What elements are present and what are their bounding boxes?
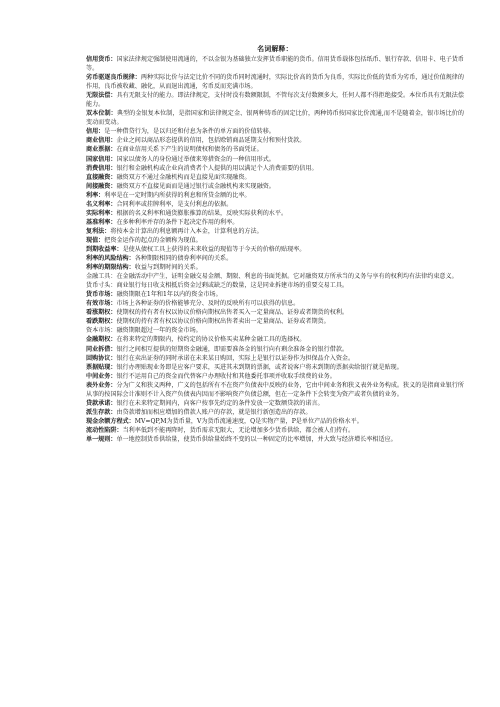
glossary-definition: 银行在未来特定期间内，向客户按事先约定的条件发放一定数额贷款的诺言。	[116, 399, 324, 407]
glossary-entry	[86, 372, 464, 381]
glossary-entry	[86, 109, 464, 127]
glossary-term: 流动性陷阱：	[86, 426, 123, 434]
glossary-term: 商业票据：	[86, 146, 117, 154]
glossary-entry	[86, 182, 464, 191]
glossary-term: 表外业务：	[86, 381, 117, 389]
glossary-definition: 使期权的持有者有权以协议价格向期权出售者买入一定量商品、证券或者期货的权利。	[116, 309, 349, 317]
glossary-entry	[86, 245, 464, 254]
glossary-term: 消费信用：	[86, 164, 117, 172]
glossary-definition: 银行和金融机构或企业向消费者个人提供的用以满足个人消费需要的信用。	[116, 164, 318, 172]
glossary-definition: 融资期限在1年和1年以内的资金市场。	[116, 291, 222, 299]
glossary-definition: 是一种借贷行为，是以归还和付息为条件的单方面的价值转移。	[104, 128, 275, 136]
glossary-definition: 国家法律规定强制使用流通的，不以金银为基础独立发挥货币职能的货币。信用货币载体包括纸币、银行存款、信用卡、电子货币等。	[86, 56, 464, 73]
glossary-definition: 由贷款增加而相应增加的借款人账户的存款，就是银行新创造出的存款。	[116, 408, 312, 416]
glossary-entry	[86, 91, 464, 109]
glossary-term: 实际利率：	[86, 209, 117, 217]
glossary-entry	[86, 173, 464, 182]
glossary-definition: 典型的金银复本位制，是指国家和法律规定金、银两种铸币的固定比价，两种铸币按国家比价流通,而不是随着金，银市场比价的变动而变动。	[86, 110, 465, 127]
glossary-entry	[86, 164, 464, 173]
glossary-term: 直接融资：	[86, 173, 117, 181]
glossary-definition: 将按本金计算出的利息额再计入本金，计算利息的方法。	[110, 227, 263, 235]
glossary-term: 现金余额方程式：	[86, 417, 135, 425]
glossary-term: 信用：	[86, 128, 105, 136]
glossary-definition: 在多种利率并存的条件下起决定作用的利率。	[116, 218, 239, 226]
glossary-entry	[86, 435, 464, 444]
glossary-term: 双本位制：	[86, 110, 117, 118]
glossary-term: 派生存款：	[86, 408, 117, 416]
glossary-definition: 当利率低到不能再降时，货币需求无限大，无论增加多少货币供给，都会被人们持有。	[122, 426, 355, 434]
glossary-definition: 利率是在一定时期内所获得的利息和所贷金额的比率。	[104, 191, 251, 199]
glossary-entry	[86, 55, 464, 73]
glossary-definition: 使期权的持有者有权以协议价格向期权出售者卖出一定量商品、证券或者期货。	[116, 318, 330, 326]
glossary-term: 利率的风险结构：	[86, 255, 135, 263]
glossary-term: 复利法：	[86, 227, 111, 235]
glossary-entry	[86, 200, 464, 209]
glossary-entry	[86, 155, 464, 164]
glossary-entry	[86, 145, 464, 154]
glossary-entry	[86, 227, 464, 236]
glossary-term: 间接融资：	[86, 182, 117, 190]
glossary-entry	[86, 326, 464, 335]
glossary-definition: 是使从债权工具上获得的未来收益的现值等于今天的价格的贴现率。	[122, 245, 306, 253]
glossary-entry	[86, 308, 464, 317]
glossary-entry	[86, 381, 464, 399]
glossary-entry	[86, 426, 464, 435]
glossary-entry	[86, 408, 464, 417]
glossary-definition: 收益与到期时间的关系。	[134, 264, 202, 272]
glossary-entry	[86, 127, 464, 136]
glossary-term: 回购协议：	[86, 354, 117, 362]
glossary-definition: 把资金运作的起点的金额称为现值。	[104, 236, 202, 244]
glossary-definition: 在商业信用关系下产生的说明债权和债务的书面凭证。	[116, 146, 263, 154]
glossary-definition: 分为广义和狭义两种，广义的包括所有不在资产负债表中反映的业务，它由中间业务和狭义表外业务构成。狭义的是指商业银行所从事的按国际会计准则不计入资产负债表内因而不影响资产负债总额，但在一定条件下会转变为资产或者负债的业务。	[86, 381, 464, 398]
glossary-entry	[86, 345, 464, 354]
glossary-definition: 在金融活动中产生，证明金融交易金额、期限、利息的书面凭据。它对融资双方所承当的义务与享有的权利均有法律约束意义。	[116, 273, 458, 281]
glossary-entry	[86, 218, 464, 227]
glossary-entry	[86, 272, 464, 281]
glossary-entry	[86, 363, 464, 372]
glossary-term: 金融期权：	[86, 336, 117, 344]
glossary-term: 资本市场：	[86, 327, 117, 335]
glossary-definition: 各种期限相同的债券利率间的关系。	[134, 255, 233, 263]
glossary-entry	[86, 254, 464, 263]
glossary-term: 单一规则：	[86, 435, 117, 443]
glossary-term: 金融工具：	[86, 273, 117, 281]
glossary-definition: 市场上各种证券的价格能够充分、及时的反映所有可以获得的信息。	[116, 300, 300, 308]
glossary-term: 利率：	[86, 191, 105, 199]
glossary-term: 同业拆借：	[86, 345, 117, 353]
glossary-definition: 银行办理贴现业务即是应客户要求，买进其未到期的票据，或者说客户将未到期的票据卖给银行就是贴现。	[116, 363, 403, 371]
glossary-term: 有效市场：	[86, 300, 117, 308]
glossary-definition: 具有无限支付的能力。即法律规定，支付时没有数额限制，不管每次支付数额多大，任何人都不得拒绝接受。本位币具有无限法偿能力。	[86, 92, 464, 109]
glossary-term: 利率的期限结构：	[86, 264, 135, 272]
glossary-term: 无限法偿：	[86, 92, 117, 100]
glossary-term: 基准利率：	[86, 218, 117, 226]
glossary-term: 到期收益率：	[86, 245, 123, 253]
glossary-term: 票据贴现：	[86, 363, 117, 371]
glossary-entry	[86, 317, 464, 326]
glossary-entry	[86, 281, 464, 290]
glossary-term: 信用货币：	[86, 56, 117, 63]
glossary-entry	[86, 290, 464, 299]
glossary-term: 货币市场：	[86, 291, 117, 299]
glossary-list	[86, 55, 464, 444]
glossary-definition: 单一地控制货币供给量，使货币供给量始终不变的以一种固定的比率增加，并大致与经济增长率相适应。	[116, 435, 397, 443]
glossary-definition: 商业银行每日收支相抵后资金过剩或缺乏的数量，这是同业拆建市场的重要交易工具。	[116, 282, 349, 290]
glossary-entry	[86, 263, 464, 272]
glossary-entry	[86, 299, 464, 308]
glossary-definition: 银行在卖出证券的同时承诺在未来某日购回，实际上是银行以证券作为担保品介入资金。	[116, 354, 355, 362]
glossary-definition: 企业之间以商品形态提供的信用，包括赊销商品延期支付和预付货款。	[116, 137, 306, 145]
glossary-definition: 银行之间相互提供的短期资金融通，即需要准备金的银行向有剩余准备金的银行借款。	[116, 345, 349, 353]
glossary-term: 贷款承诺：	[86, 399, 117, 407]
glossary-term: 看跌期权：	[86, 318, 117, 326]
glossary-term: 国家信用：	[86, 155, 117, 163]
glossary-definition: MV=QP,M为货币量，V为货币流通速度，Q是实物产量，P是单位产品的价格水平。	[134, 417, 363, 425]
glossary-entry	[86, 399, 464, 408]
glossary-entry	[86, 354, 464, 363]
glossary-term: 商业信用：	[86, 137, 117, 145]
glossary-definition: 银行不运用自己的资金而代替客户办理收付和其他委托事项并收取手续费的业务。	[116, 372, 336, 380]
glossary-term: 劣币驱逐良币规律：	[86, 74, 141, 82]
glossary-entry	[86, 191, 464, 200]
document-title: 名词解释：	[257, 45, 293, 53]
glossary-term: 现值：	[86, 236, 105, 244]
glossary-definition: 合同利率或挂牌利率，是支付利息的依据。	[116, 200, 233, 208]
glossary-term: 看涨期权：	[86, 309, 117, 317]
glossary-entry	[86, 236, 464, 245]
glossary-definition: 融资双方不通过金融机构而是直接见面实现融资。	[116, 173, 251, 181]
document-page	[86, 45, 464, 444]
glossary-definition: 融资双方不直接见面而是通过银行或金融机构来实现融资。	[116, 182, 275, 190]
glossary-definition: 在将来特定的期限内，按约定的协议价格买卖某种金融工具的选择权。	[116, 336, 306, 344]
glossary-definition: 国家以债务人的身份通过举债来筹措资金的一种信用形式。	[116, 155, 275, 163]
glossary-term: 名义利率：	[86, 200, 117, 208]
glossary-entry	[86, 209, 464, 218]
glossary-definition: 根据的名义利率和通货膨胀推算的结果，反映实际获利的水平。	[116, 209, 288, 217]
glossary-entry	[86, 335, 464, 344]
glossary-definition: 两种实际比价与法定比价不同的货币同时流通时，实际比价高的货币为良币，实际比价低的货币为劣币，通过价值规律的作用，良币被收藏、融化，从而退出流通，劣币反而充满市场。	[86, 74, 465, 91]
glossary-term: 中间业务：	[86, 372, 117, 380]
glossary-entry	[86, 136, 464, 145]
glossary-definition: 融资期限超过一年的资金市场。	[116, 327, 202, 335]
glossary-term: 货币寸头：	[86, 282, 117, 290]
glossary-entry	[86, 73, 464, 91]
glossary-entry	[86, 417, 464, 426]
